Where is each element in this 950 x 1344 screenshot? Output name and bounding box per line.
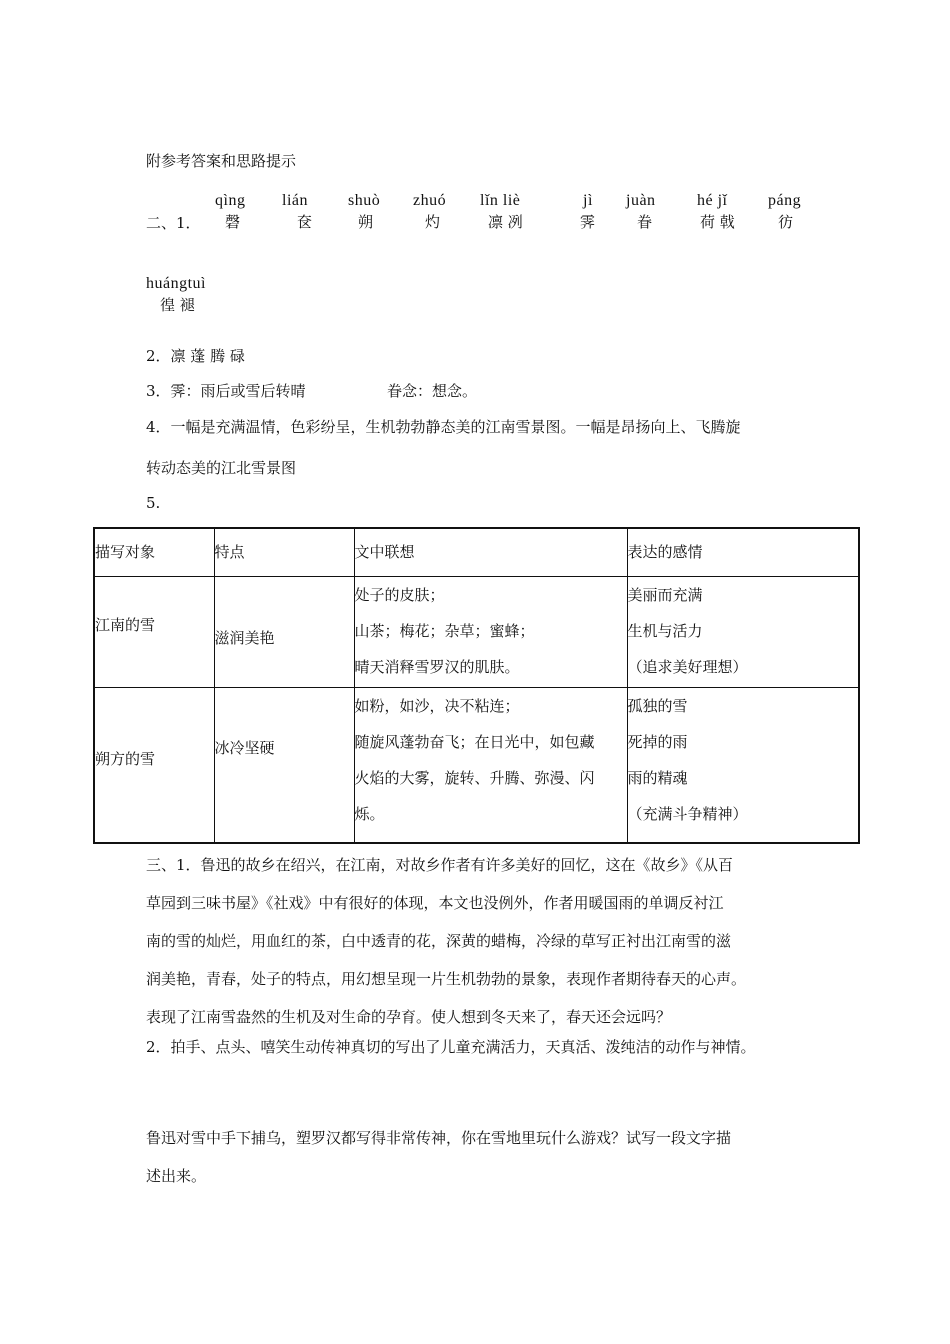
pinyin: páng: [768, 192, 802, 209]
cell-line: 雨的精魂: [627, 768, 688, 787]
cell-line: 死掉的雨: [627, 732, 688, 751]
cell-line: 处子的皮肤；: [354, 585, 445, 604]
pinyin: shuò: [348, 192, 381, 209]
pinyin: juàn: [626, 192, 656, 209]
answer-line: 5.: [146, 494, 161, 512]
character: 磬: [225, 213, 241, 231]
paragraph-line: 润美艳，青春，处子的特点，用幻想呈现一片生机勃勃的景象，表现作者期待春天的心声。: [146, 970, 747, 988]
character: 朔: [358, 213, 374, 231]
answer-line: 3．霁：雨后或雪后转晴: [146, 382, 306, 400]
character: 徨 褪: [160, 296, 195, 314]
exercise-paragraph: [146, 1119, 826, 1195]
character: 彷: [778, 213, 794, 231]
character: 奁: [297, 213, 313, 231]
table-row: [94, 576, 859, 687]
answer-line: 4．一幅是充满温情，色彩纷呈，生机勃勃静态美的江南雪景图。一幅是昂扬向上、飞腾旋: [146, 418, 741, 436]
pinyin: jì: [583, 192, 593, 209]
cell-line: 美丽而充满: [627, 585, 703, 604]
pinyin: lǐn liè: [480, 192, 521, 209]
character: 凛 冽: [488, 213, 523, 231]
paragraph-line: 表现了江南雪盎然的生机及对生命的孕育。使人想到冬天来了，春天还会远吗？: [146, 1008, 672, 1026]
answer-paragraph: [146, 846, 826, 1036]
pinyin: zhuó: [413, 192, 447, 209]
table-row: [94, 687, 859, 843]
cell-line: （充满斗争精神）: [627, 804, 748, 823]
paragraph-line: 草园到三味书屋》《社戏》中有很好的体现，本文也没例外，作者用暖国雨的单调反衬江: [146, 894, 724, 912]
answer-line: 眷念：想念。: [387, 382, 478, 400]
table-cell: 冰冷坚硬: [214, 687, 354, 843]
header-cell: 描写对象: [94, 528, 214, 576]
paragraph-line: 鲁迅对雪中手下捕乌，塑罗汉都写得非常传神，你在雪地里玩什么游戏？试写一段文字描: [146, 1129, 732, 1147]
section-heading: 附参考答案和思路提示: [146, 152, 297, 170]
table-cell: 朔方的雪: [94, 687, 214, 843]
character: 荷 戟: [700, 213, 735, 231]
cell-line: 如粉，如沙，决不粘连；: [354, 696, 520, 715]
table-cell: [627, 687, 859, 843]
cell-line: 晴天消释雪罗汉的肌肤。: [354, 657, 520, 676]
character: 霁: [580, 213, 596, 231]
table-header-row: [94, 528, 859, 576]
table-cell: [354, 576, 627, 687]
header-cell: 特点: [214, 528, 354, 576]
table-cell: [627, 576, 859, 687]
pinyin: huángtuì: [146, 275, 206, 292]
pinyin: hé jǐ: [697, 192, 728, 209]
answer-line: 转动态美的江北雪景图: [146, 459, 297, 477]
answer-line: 2．拍手、点头、嘻笑生动传神真切的写出了儿童充满活力，天真活、泼纯洁的动作与神情。: [146, 1038, 756, 1056]
character: 灼: [425, 213, 441, 231]
cell-line: 生机与活力: [627, 621, 703, 640]
table-cell: [354, 687, 627, 843]
cell-line: 烁。: [354, 804, 385, 823]
cell-line: 火焰的大雾，旋转、升腾、弥漫、闪: [354, 768, 595, 787]
question-label: 二、1．: [146, 214, 201, 232]
answer-line: 2．凛 蓬 腾 碌: [146, 347, 245, 365]
pinyin: lián: [282, 192, 308, 209]
table-cell: 江南的雪: [94, 576, 214, 687]
answer-table: [93, 527, 860, 844]
header-cell: 表达的感情: [627, 528, 859, 576]
cell-line: （追求美好理想）: [627, 657, 748, 676]
table-cell: 滋润美艳: [214, 576, 354, 687]
paragraph-line: 述出来。: [146, 1167, 207, 1185]
cell-line: 随旋风蓬勃奋飞；在日光中，如包藏: [354, 732, 595, 751]
character: 眷: [637, 213, 653, 231]
pinyin: qìng: [215, 192, 246, 209]
header-cell: 文中联想: [354, 528, 627, 576]
paragraph-line: 南的雪的灿烂，用血红的茶，白中透青的花，深黄的蜡梅，冷绿的草写正衬出江南雪的滋: [146, 932, 732, 950]
cell-line: 山茶；梅花；杂草；蜜蜂；: [354, 621, 535, 640]
paragraph-line: 三、1．鲁迅的故乡在绍兴，在江南，对故乡作者有许多美好的回忆，这在《故乡》《从百: [146, 856, 734, 874]
cell-line: 孤独的雪: [627, 696, 688, 715]
